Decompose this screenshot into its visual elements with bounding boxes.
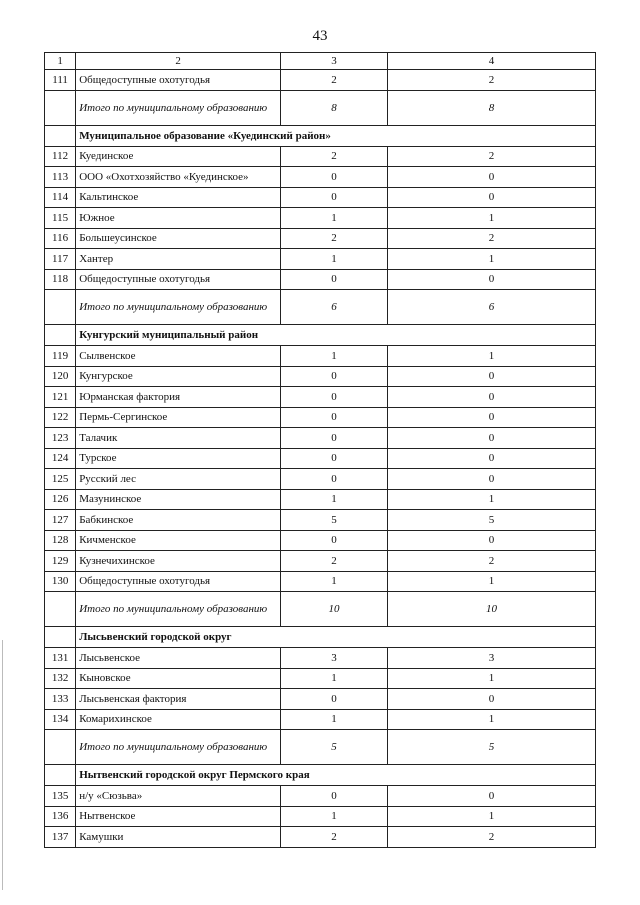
value-col-3: 0 [280,187,387,208]
value-col-4: 1 [388,571,596,592]
table-row [45,208,596,229]
value-col-4: 1 [388,249,596,270]
header-col-3: 3 [280,53,387,70]
row-number: 111 [45,70,76,91]
table-row [45,571,596,592]
value-col-4: 1 [388,489,596,510]
row-number: 128 [45,530,76,551]
table-row [45,786,596,807]
row-number: 131 [45,648,76,669]
section-row [45,627,596,648]
row-number-cell [45,765,76,786]
row-number-cell [45,290,76,325]
ground-name: Пермь-Сергинское [76,407,281,428]
value-col-4: 2 [388,228,596,249]
table-row [45,70,596,91]
value-col-3: 0 [280,167,387,188]
value-col-3: 2 [280,551,387,572]
value-col-3: 2 [280,70,387,91]
value-col-4: 0 [388,689,596,710]
table-row [45,346,596,367]
row-number-cell [45,730,76,765]
table-row [45,648,596,669]
total-value-col-3: 5 [280,730,387,765]
table-row [45,530,596,551]
value-col-4: 0 [388,269,596,290]
ground-name: Русский лес [76,469,281,490]
value-col-3: 0 [280,786,387,807]
table-body [45,53,596,848]
value-col-4: 1 [388,668,596,689]
row-number: 122 [45,407,76,428]
ground-name: Талачик [76,428,281,449]
value-col-4: 0 [388,530,596,551]
value-col-3: 0 [280,530,387,551]
row-number: 130 [45,571,76,592]
section-row [45,125,596,146]
ground-name: Большеусинское [76,228,281,249]
ground-name: Хантер [76,249,281,270]
value-col-4: 1 [388,208,596,229]
row-number: 118 [45,269,76,290]
row-number-cell [45,627,76,648]
ground-name: Куединское [76,146,281,167]
row-number-cell [45,90,76,125]
table-row [45,469,596,490]
ground-name: Нытвенское [76,806,281,827]
value-col-3: 1 [280,249,387,270]
ground-name: Мазунинское [76,489,281,510]
total-row [45,90,596,125]
row-number: 125 [45,469,76,490]
scan-artifact-line [2,640,3,890]
row-number: 136 [45,806,76,827]
total-label: Итого по муниципальному образованию [76,592,281,627]
ground-name: Бабкинское [76,510,281,531]
value-col-4: 0 [388,469,596,490]
section-title: Муниципальное образование «Куединский район» [76,125,596,146]
table-header-row [45,53,596,70]
total-value-col-3: 6 [280,290,387,325]
ground-name: ООО «Охотхозяйство «Куединское» [76,167,281,188]
row-number: 135 [45,786,76,807]
total-value-col-3: 8 [280,90,387,125]
row-number: 132 [45,668,76,689]
total-value-col-3: 10 [280,592,387,627]
value-col-3: 0 [280,428,387,449]
value-col-3: 0 [280,387,387,408]
ground-name: Кунгурское [76,366,281,387]
row-number-cell [45,592,76,627]
ground-name: Лысьвенское [76,648,281,669]
total-row [45,730,596,765]
row-number: 112 [45,146,76,167]
value-col-3: 0 [280,689,387,710]
table-row [45,187,596,208]
total-label: Итого по муниципальному образованию [76,730,281,765]
total-value-col-4: 6 [388,290,596,325]
row-number: 127 [45,510,76,531]
table-row [45,510,596,531]
ground-name: Комарихинское [76,709,281,730]
value-col-4: 2 [388,70,596,91]
value-col-4: 2 [388,146,596,167]
ground-name: Юрманская фактория [76,387,281,408]
table-row [45,668,596,689]
value-col-3: 1 [280,709,387,730]
value-col-3: 0 [280,407,387,428]
row-number: 120 [45,366,76,387]
row-number: 115 [45,208,76,229]
value-col-4: 0 [388,167,596,188]
value-col-4: 1 [388,709,596,730]
value-col-4: 0 [388,786,596,807]
ground-name: Сылвенское [76,346,281,367]
value-col-3: 5 [280,510,387,531]
ground-name: Камушки [76,827,281,848]
row-number: 113 [45,167,76,188]
table-row [45,387,596,408]
value-col-3: 2 [280,827,387,848]
table-row [45,146,596,167]
table-row [45,269,596,290]
value-col-3: 3 [280,648,387,669]
section-row [45,765,596,786]
table-row [45,428,596,449]
value-col-3: 1 [280,208,387,229]
row-number: 117 [45,249,76,270]
value-col-3: 0 [280,448,387,469]
header-col-4: 4 [388,53,596,70]
value-col-4: 1 [388,346,596,367]
value-col-4: 0 [388,366,596,387]
value-col-4: 3 [388,648,596,669]
value-col-3: 0 [280,366,387,387]
value-col-3: 0 [280,269,387,290]
ground-name: Общедоступные охотугодья [76,70,281,91]
row-number: 114 [45,187,76,208]
row-number: 119 [45,346,76,367]
value-col-4: 2 [388,827,596,848]
total-label: Итого по муниципальному образованию [76,290,281,325]
section-title: Лысьвенский городской округ [76,627,596,648]
section-title: Нытвенский городской округ Пермского края [76,765,596,786]
total-value-col-4: 5 [388,730,596,765]
value-col-4: 1 [388,806,596,827]
table-row [45,167,596,188]
table-row [45,448,596,469]
row-number: 129 [45,551,76,572]
value-col-3: 0 [280,469,387,490]
value-col-4: 0 [388,387,596,408]
table-row [45,489,596,510]
section-row [45,325,596,346]
value-col-3: 1 [280,346,387,367]
ground-name: Кузнечихинское [76,551,281,572]
value-col-3: 1 [280,806,387,827]
hunting-grounds-table [44,52,596,848]
header-col-2: 2 [76,53,281,70]
total-value-col-4: 10 [388,592,596,627]
row-number: 134 [45,709,76,730]
total-row [45,592,596,627]
row-number: 133 [45,689,76,710]
table-row [45,551,596,572]
value-col-4: 0 [388,407,596,428]
row-number: 121 [45,387,76,408]
value-col-3: 1 [280,489,387,510]
value-col-4: 0 [388,187,596,208]
ground-name: н/у «Сюзьва» [76,786,281,807]
table-row [45,228,596,249]
ground-name: Южное [76,208,281,229]
total-label: Итого по муниципальному образованию [76,90,281,125]
header-col-1: 1 [45,53,76,70]
value-col-3: 2 [280,146,387,167]
row-number: 126 [45,489,76,510]
page-number: 43 [312,28,328,44]
value-col-4: 5 [388,510,596,531]
section-title: Кунгурский муниципальный район [76,325,596,346]
row-number: 123 [45,428,76,449]
row-number: 124 [45,448,76,469]
ground-name: Кичменское [76,530,281,551]
row-number-cell [45,325,76,346]
value-col-4: 0 [388,428,596,449]
total-value-col-4: 8 [388,90,596,125]
ground-name: Общедоступные охотугодья [76,571,281,592]
value-col-4: 2 [388,551,596,572]
ground-name: Лысьвенская фактория [76,689,281,710]
row-number: 137 [45,827,76,848]
table-row [45,709,596,730]
ground-name: Кыновское [76,668,281,689]
value-col-4: 0 [388,448,596,469]
ground-name: Турское [76,448,281,469]
table-row [45,689,596,710]
table-row [45,827,596,848]
total-row [45,290,596,325]
ground-name: Общедоступные охотугодья [76,269,281,290]
table-row [45,249,596,270]
table-row [45,407,596,428]
value-col-3: 1 [280,668,387,689]
ground-name: Кальтинское [76,187,281,208]
table-row [45,366,596,387]
row-number: 116 [45,228,76,249]
table-row [45,806,596,827]
value-col-3: 1 [280,571,387,592]
row-number-cell [45,125,76,146]
value-col-3: 2 [280,228,387,249]
